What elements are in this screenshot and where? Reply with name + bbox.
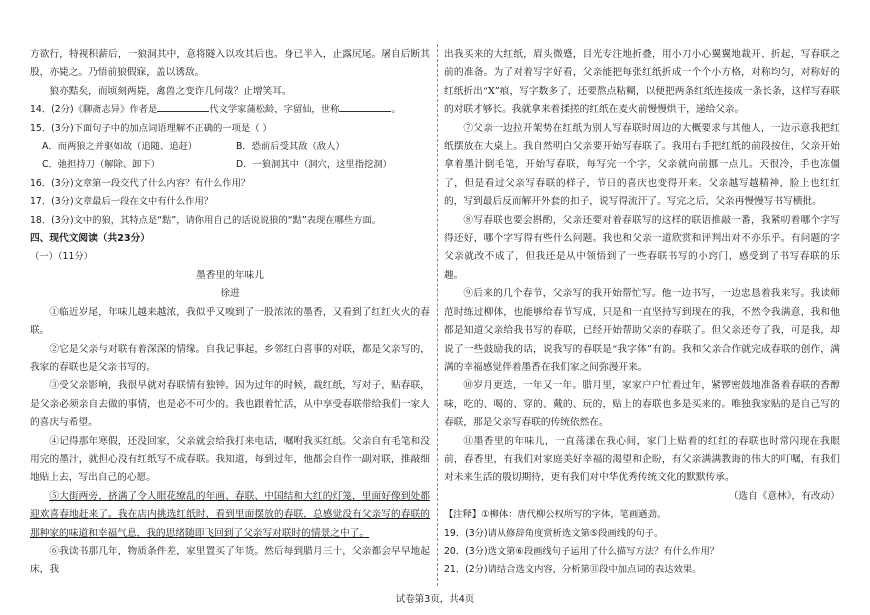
- article-paragraph-2: ②它是父亲与对联有着深深的情缘。自我记事起，乡邻红白喜事的对联，都是父亲写的，我家的春联也是父亲书写的。: [30, 343, 430, 373]
- q14-blank-2[interactable]: [339, 102, 391, 112]
- q15-options-row-2: [30, 156, 430, 174]
- q15-option-b[interactable]: B．恐前后受其敌（敌人）: [236, 141, 345, 153]
- article-paragraph-6: ⑥我读书那几年，物质条件差，家里置买了年货。然后每到腊月三十，父亲都会早早地起床，我: [30, 545, 430, 576]
- subsection-1-label: （一）（11分）: [30, 251, 93, 263]
- article-paragraph-4: ④记得那年寒假，还没回家，父亲就会给我打来电话，嘱咐我买红纸。父亲自有毛笔和没用完的墨汁，就担心没有红纸写不成春联。我知道，每到过年，他都会自作一副对联，推敲细地贴上去，写出自己的心愿。: [30, 435, 430, 484]
- q15-option-c[interactable]: C．弛担持刀（解除、卸下）: [42, 159, 161, 171]
- question-21: 21．(2分)请结合选文内容，分析第⑪段中加点词的表达效果。: [444, 564, 702, 576]
- article-paragraph-8: ⑧写春联也要会斟酌，父亲还要对着春联写的这样的联语推敲一番，我紧叨着哪个字写得还好，哪个字写得有些什么问题。我也和父亲一道欣赏和评判出对不亦乐乎。有问题的字父亲就改不成了，但我还是从中领悟到了一些春联书写的小窍门，感受到了书写春联的乐趣。: [444, 214, 840, 281]
- article-source: （选自《意林》，有改动）: [728, 490, 840, 502]
- question-16: 16．(3分)文章第一段交代了什么内容？有什么作用？: [30, 177, 251, 189]
- q14-blank-1[interactable]: [157, 102, 209, 112]
- article-author: 徐进: [220, 288, 240, 300]
- article-paragraph-6-cont: 出我买来的大红纸，眉头微蹙，目光专注地折叠，用小刀小心翼翼地裁开、折起，写春联之前的准备。为了对着写字好看，父亲能把每张红纸折成一个个小方格，对称均匀，对称好的红纸折出“X”痕，写字数多了，还要熬点粘糊，以便把两条红纸连接成一条长条，这样写春联的对联才够长。我就拿来着揉搓的红纸在麦火前慢慢烘干，递给父亲。: [444, 49, 840, 116]
- q15-option-d[interactable]: D．一狼洞其中（洞穴，这里指挖洞）: [236, 159, 392, 171]
- q14-part-b: 代文学家蒲松龄，字留仙，世称: [209, 104, 340, 116]
- question-20: 20．(3分)选文第⑥段画线句子运用了什么描写方法？有什么作用？: [444, 545, 720, 557]
- article-paragraph-5: [30, 488, 430, 543]
- article-paragraph-11: ⑪墨香里的年味儿，一直荡漾在我心间，家门上贴着的红红的春联也时常闪现在我眼前，春香里，有我们对家庭美好幸福的渴望和企盼，有父亲满满教诲的伟大的叮嘱，有我们对未来生活的殷切期待，更有我们对中华优秀传统文化的默默传承。: [444, 435, 840, 484]
- prior-text-paragraph: 方欲行，特视积薪后，一狼洞其中，意将隧入以攻其后也。身已半入，止露尻尾。屠自后断其股，亦毙之。乃悟前狼假寐，盖以诱敌。: [30, 49, 430, 79]
- question-18: 18．(3分)文中的狼，其特点是“黠”，请你用自己的话说说狼的“黠”表现在哪些方面。: [30, 214, 382, 226]
- prior-text-closing: 狼亦黠矣，而顷刻两毙，禽兽之变诈几何哉？止增笑耳。: [49, 85, 292, 97]
- right-column: [444, 46, 840, 580]
- q14-part-c: 。: [391, 104, 401, 116]
- article-paragraph-7: ⑦父亲一边拉开架势在红纸为别人写春联时周边的大概要求与其他人，一边示意我把红纸摆放在大桌上。我自然明白父亲要开始写春联了。我用右手把红纸的前段按住，父亲开始拿着墨汁倒毛笔，开始写春联，每写完一个字，父亲就向前挪一点儿。天很冷，手也冻僵了，但是看过父亲写春联的样子，节日的喜庆也变得开来。父亲越写越精神，脸上也红红的，写到最后反而解开外套的扣子，说写得流汗了。写完之后，父亲再慢慢写书写横批。: [444, 122, 840, 208]
- column-divider: [437, 44, 439, 586]
- question-14: [30, 101, 430, 119]
- page-footer: 试卷第3页，共4页: [395, 594, 475, 605]
- question-15: 15．(3分)下面句子中的加点词语理解不正确的一项是（ ）: [30, 122, 272, 134]
- annotation-note: 【注释】①柳体：唐代柳公权所写的字体，笔画遒劲。: [444, 509, 667, 521]
- q15-options-row-1: [30, 138, 430, 156]
- q15-option-a[interactable]: A．而两狼之并驱如故（追随、追赶）: [42, 141, 198, 153]
- q14-part-a: 14．(2分)《聊斋志异》作者是: [30, 104, 158, 116]
- left-column: [30, 46, 430, 580]
- article-paragraph-10: ⑩岁月更迭，一年又一年。腊月里，家家户户忙着过年，紧锣密鼓地准备着春联的香醇味，吃的、喝的、穿的、戴的、玩的，贴上的春联也多是买来的。唯独我家贴的是自己写的春联，那是父亲写春联的传统依然在。: [444, 380, 840, 429]
- question-17: 17．(3分)文章最后一段在文中有什么作用？: [30, 196, 214, 208]
- paragraph-5-underlined: ⑤大街两旁，挤满了令人眼花缭乱的年画、春联、中国结和大红的灯笼，里面好像到处都迎欢喜春地赶来了。我在店内挑选红纸时，看到里面摆放的春联，总感觉没有父亲写的春联的那种家的味道和幸福气息，我的思绪随即飞回到了父亲写对联时的情景之中了。: [30, 490, 430, 539]
- article-paragraph-3: ③受父亲影响，我很早就对春联情有独钟。因为过年的时候，裁红纸，写对子，贴春联，是父亲必须亲自去做的事情，也是必不可少的。我也跟着忙活，从中享受春联带给我们一家人的喜庆与希望。: [30, 380, 430, 429]
- article-title: 墨香里的年味儿: [196, 269, 264, 281]
- article-paragraph-9: ⑨后来的几个春节，父亲写的我开始帮忙写。他一边书写，一边忠恳着我来写。我读师范时练过柳体，也能够给春节写成，只是和一直坚持写到现在的我，不然令我满意，我和他都是知道父亲给我书写的春联，已经开始帮助父亲的春联了。但父亲还夸了我，可是我，却说了一些鼓励我的话，说我写的春联是“我字体”有韵。我和父亲合作就完成春联的创作，满满的幸福感觉伴着墨香在我们家之间弥漫开来。: [444, 288, 840, 373]
- question-19: 19．(3分)请从修辞角度赏析选文第⑤段画线的句子。: [444, 527, 664, 539]
- article-paragraph-1: ①临近岁尾，年味儿越来越浓，我似乎又嗅到了一股浓浓的墨香，又看到了红红火火的春联。: [30, 306, 430, 337]
- section-4-heading: 四、现代文阅读（共23分）: [30, 233, 151, 245]
